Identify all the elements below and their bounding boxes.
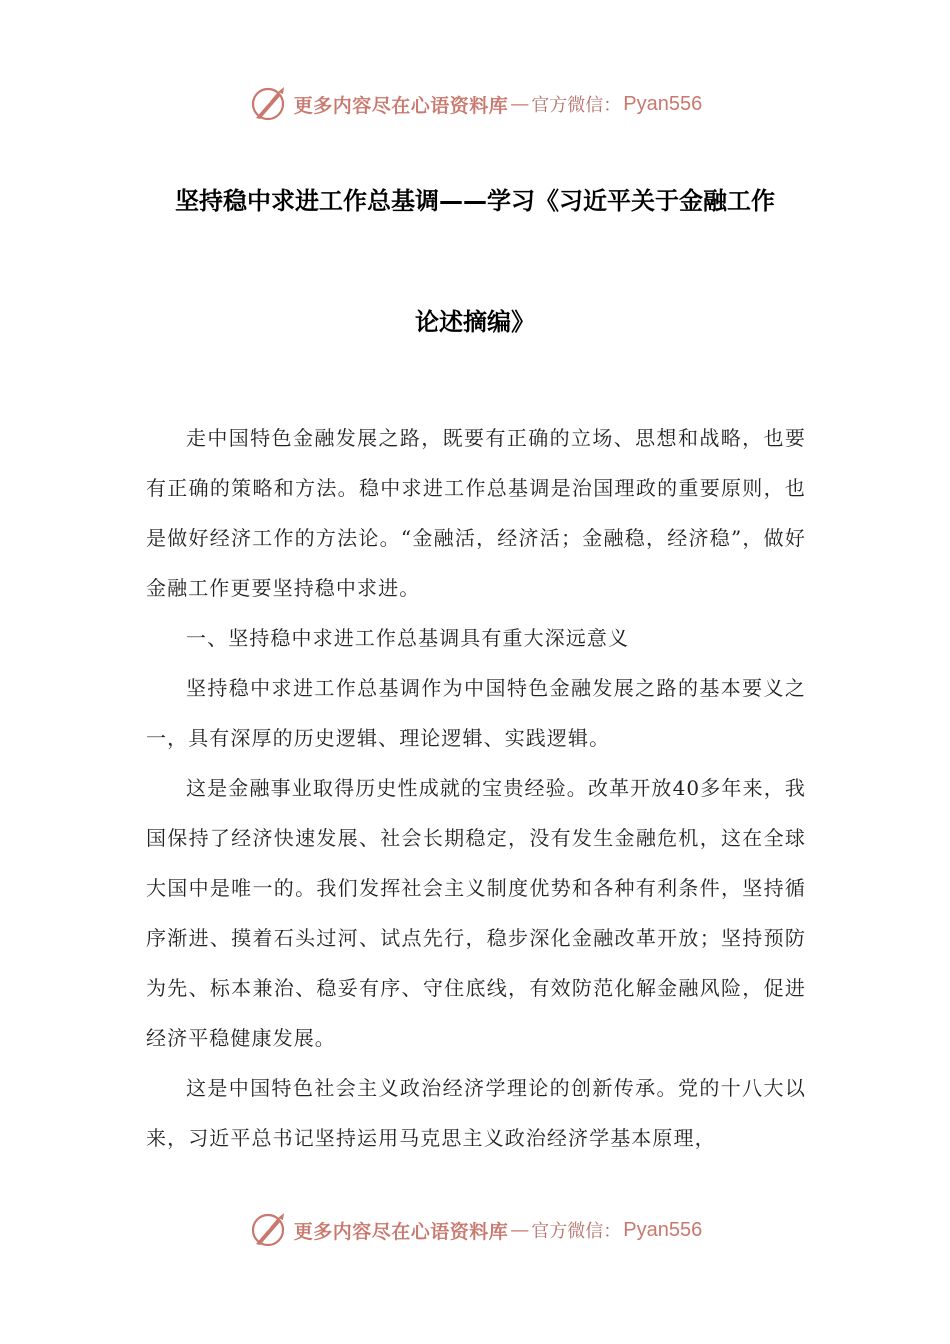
body-paragraph: 走中国特色金融发展之路，既要有正确的立场、思想和战略，也要有正确的策略和方法。稳中求进工作总基调是治国理政的重要原则，也是做好经济工作的方法论。“金融活，经济活；金融稳，经济稳”，做好金融工作更要坚持稳中求进。 bbox=[146, 426, 806, 600]
watermark-wechat-label: 官方微信： bbox=[531, 95, 622, 116]
footer-watermark bbox=[0, 1208, 950, 1252]
watermark-text: 更多内容尽在心语资料库 bbox=[293, 94, 509, 117]
quill-logo-icon bbox=[248, 84, 288, 124]
quill-logo-icon bbox=[248, 1210, 288, 1250]
watermark-text: 更多内容尽在心语资料库 bbox=[293, 1220, 509, 1243]
section-heading: 一、坚持稳中求进工作总基调具有重大深远意义 bbox=[186, 626, 630, 650]
watermark-dash: — bbox=[510, 93, 530, 115]
watermark-dash: — bbox=[510, 1219, 530, 1241]
watermark-wechat-id: Pyan556 bbox=[623, 1218, 703, 1241]
body-paragraph: 这是金融事业取得历史性成就的宝贵经验。改革开放40多年来，我国保持了经济快速发展、社会长期稳定，没有发生金融危机，这在全球大国中是唯一的。我们发挥社会主义制度优势和各种有利条件，坚持循序渐进、摸着石头过河、试点先行，稳步深化金融改革开放；坚持预防为先、标本兼治、稳妥有序、守住底线，有效防范化解金融风险，促进经济平稳健康发展。 bbox=[146, 776, 806, 1050]
header-watermark bbox=[0, 82, 950, 126]
document-title-line-2: 论述摘编》 bbox=[415, 308, 535, 336]
watermark-wechat-id: Pyan556 bbox=[623, 92, 703, 115]
body-paragraph: 坚持稳中求进工作总基调作为中国特色金融发展之路的基本要义之一，具有深厚的历史逻辑、理论逻辑、实践逻辑。 bbox=[146, 676, 806, 750]
document-body bbox=[146, 413, 806, 1163]
body-paragraph: 这是中国特色社会主义政治经济学理论的创新传承。党的十八大以来，习近平总书记坚持运用马克思主义政治经济学基本原理， bbox=[146, 1076, 806, 1150]
watermark-wechat-label: 官方微信： bbox=[531, 1221, 622, 1242]
document-title-line-1: 坚持稳中求进工作总基调——学习《习近平关于金融工作 bbox=[175, 187, 775, 215]
